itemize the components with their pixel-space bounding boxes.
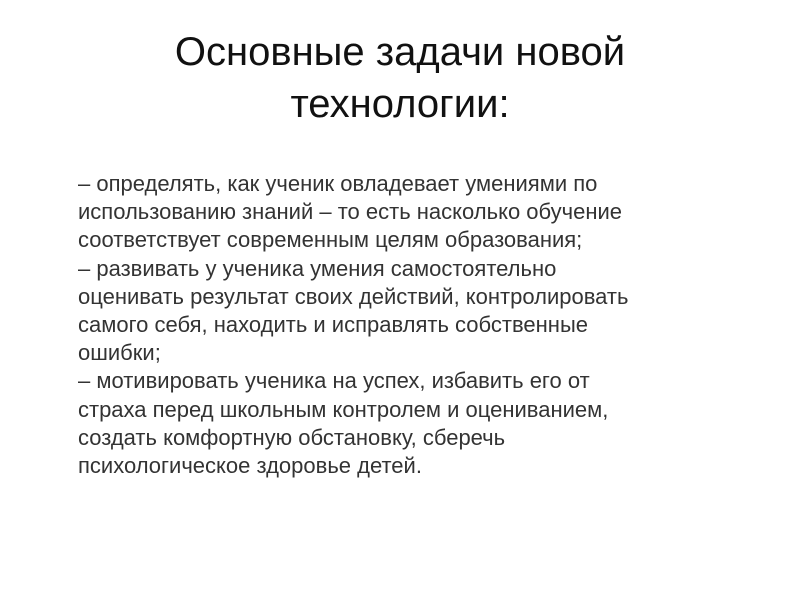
slide-title xyxy=(0,26,800,130)
body-line: самого себя, находить и исправлять собственные xyxy=(78,312,588,338)
body-line: психологическое здоровье детей. xyxy=(78,453,422,479)
body-line: страха перед школьным контролем и оцениванием, xyxy=(78,396,609,422)
body-line: ошибки; xyxy=(78,340,161,366)
body-line: создать комфортную обстановку, сберечь xyxy=(78,424,506,450)
body-line: – развивать у ученика умения самостоятельно xyxy=(78,255,557,281)
body-line: – определять, как ученик овладевает умениями по xyxy=(78,171,598,196)
body-line: соответствует современным целям образования; xyxy=(78,227,583,253)
body-line: оценивать результат своих действий, контролировать xyxy=(78,283,629,309)
body-line: – мотивировать ученика на успех, избавить его от xyxy=(78,368,590,394)
body-line: использованию знаний – то есть насколько обучение xyxy=(78,199,623,225)
slide-title-line-1: Основные задачи новой xyxy=(174,30,626,74)
slide-body-text xyxy=(78,170,768,480)
slide-title-line-2: технологии: xyxy=(290,82,510,126)
